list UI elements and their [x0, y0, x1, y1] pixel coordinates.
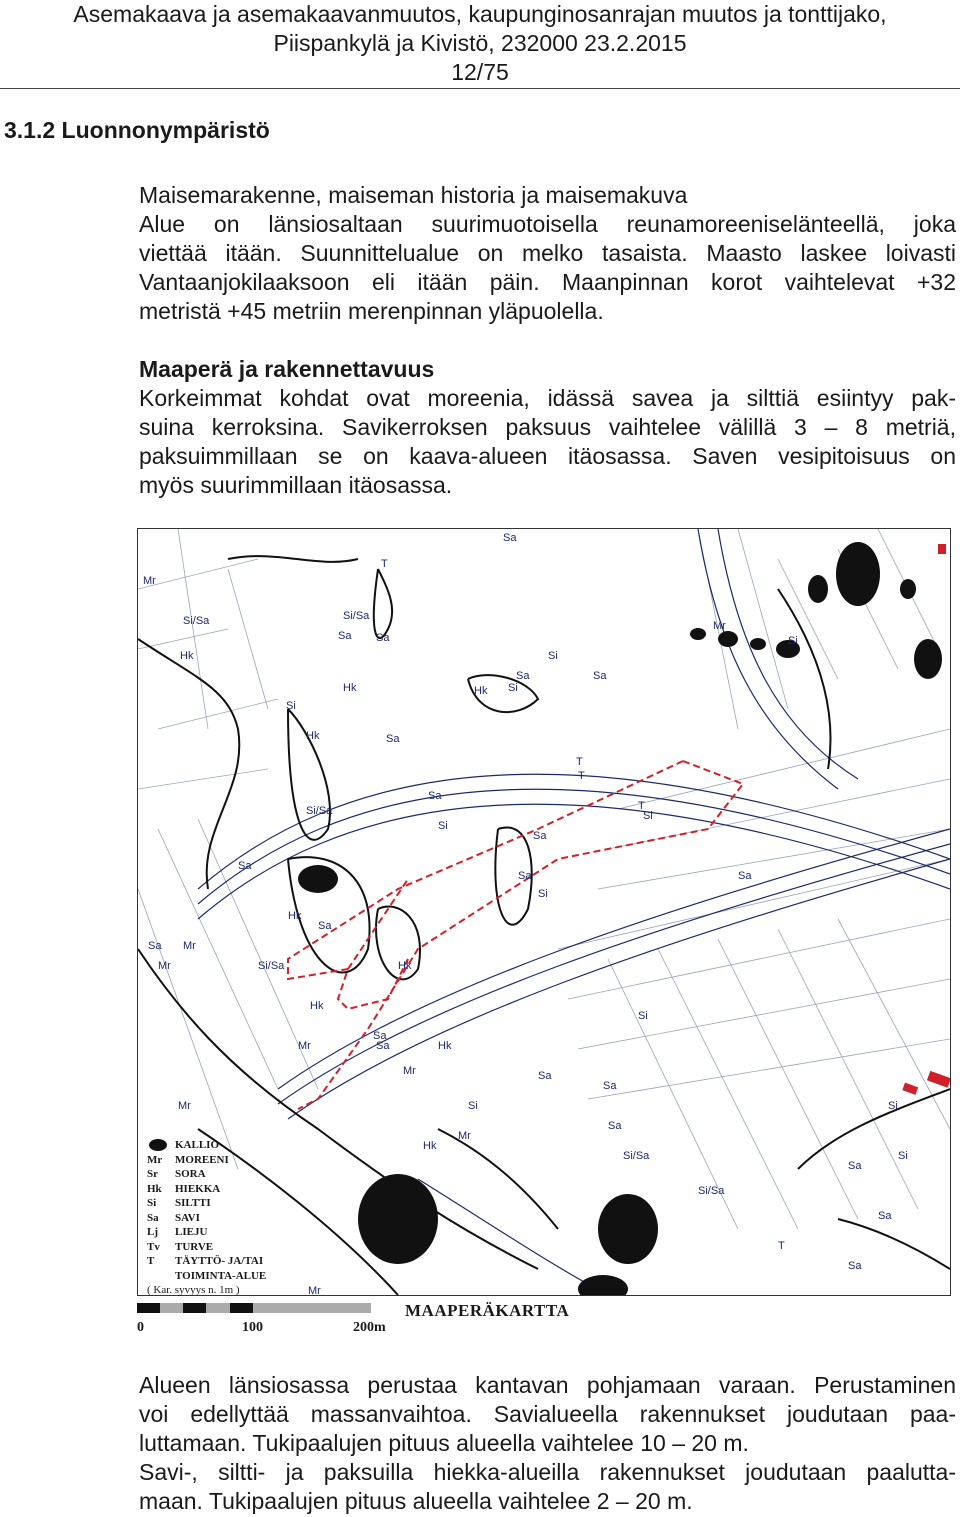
map-soil-label: Mr: [183, 940, 196, 952]
soil-paragraph: [139, 355, 956, 500]
legend-row: [147, 1182, 317, 1197]
map-soil-label: Hk: [438, 1040, 452, 1052]
map-soil-label: Si: [468, 1100, 478, 1112]
bedrock-areas: [298, 542, 942, 1295]
landscape-line: Vantaanjokilaaksoon eli itään päin. Maanpinnan korot vaihtelevat +32: [139, 269, 956, 295]
map-soil-label: Si: [898, 1150, 908, 1162]
soil-map-figure: [137, 528, 951, 1338]
map-soil-label: Si: [638, 1010, 648, 1022]
map-soil-label: Hk: [310, 1000, 324, 1012]
map-legend: [147, 1138, 317, 1298]
legend-abbr: T: [147, 1255, 155, 1267]
legend-abbr: Hk: [147, 1182, 162, 1195]
map-soil-label: Si/Sa: [183, 615, 210, 627]
map-soil-label: Si/Sa: [698, 1185, 725, 1197]
legend-row: [147, 1269, 317, 1284]
map-soil-label: Mr: [143, 575, 156, 587]
map-soil-label: Hk: [343, 682, 357, 694]
legend-row: [147, 1254, 317, 1269]
scale-bar: [137, 1303, 371, 1313]
map-soil-label: Sa: [608, 1120, 622, 1132]
map-soil-label: Sa: [338, 630, 352, 642]
legend-row: [147, 1153, 317, 1168]
header-title: Asemakaava ja asemakaavanmuutos, kaupunginosanrajan muutos ja tonttijako,: [73, 1, 887, 27]
map-soil-label: Sa: [503, 532, 517, 544]
legend-label: TOIMINTA-ALUE: [175, 1269, 267, 1282]
map-soil-label: Sa: [238, 860, 252, 872]
map-soil-label: T: [578, 770, 585, 782]
kallio-swatch: [149, 1139, 167, 1151]
legend-row: [147, 1240, 317, 1255]
legend-abbr: Lj: [147, 1226, 158, 1238]
soil-line: Korkeimmat kohdat ovat moreenia, idässä savea ja silttiä esiintyy pak-: [139, 385, 956, 411]
header-subtitle: Piispankylä ja Kivistö, 232000 23.2.2015: [273, 30, 687, 56]
map-soil-label: Sa: [738, 870, 752, 882]
legend-abbr: Mr: [147, 1153, 163, 1166]
map-soil-label: Sa: [848, 1160, 862, 1172]
legend-row: [147, 1225, 317, 1240]
map-soil-label: Si: [548, 650, 558, 662]
foundation-line: voi edellyttää massanvaihtoa. Savialueella rakennukset joudutaan paa-: [139, 1401, 956, 1427]
header-divider: [0, 88, 960, 89]
landscape-line: Alue on länsiosaltaan suurimuotoisella reunamoreeniselänteellä, joka: [139, 211, 956, 237]
map-soil-label: Si: [286, 700, 296, 712]
map-soil-label: Sa: [428, 790, 442, 802]
soil-line: myös suurimmillaan itäosassa.: [139, 472, 453, 498]
foundation-line: Alueen länsiosassa perustaa kantavan pohjamaan varaan. Perustaminen: [139, 1372, 956, 1398]
legend-label: SORA: [175, 1168, 206, 1180]
legend-abbr: Tv: [147, 1240, 160, 1253]
map-soil-label: Hk: [306, 730, 320, 742]
soil-line: paksuimmillaan se on kaava-alueen itäosassa. Saven vesipitoisuus on: [139, 443, 956, 469]
scale-label-0: 0: [137, 1320, 144, 1335]
map-soil-label: Si/Sa: [623, 1150, 650, 1162]
map-soil-label: T: [576, 756, 583, 768]
map-soil-label: Si/Sa: [306, 805, 333, 817]
map-soil-label: Sa: [386, 733, 400, 745]
legend-label: LIEJU: [175, 1226, 208, 1238]
legend-label: SILTTI: [175, 1197, 211, 1209]
legend-abbr: Si: [147, 1197, 157, 1209]
landscape-line: Maisemarakenne, maiseman historia ja maisemakuva: [139, 182, 688, 208]
map-soil-label: Mr: [308, 1285, 321, 1295]
map-title: MAAPERÄKARTTA: [405, 1301, 570, 1320]
red-markers: [902, 544, 950, 1095]
map-soil-label: Sa: [516, 670, 530, 682]
foundation-line: maan. Tukipaalujen pituus alueella vaihtelee 2 – 20 m.: [139, 1488, 693, 1514]
legend-note: ( Kar. syvyys n. 1m ): [147, 1284, 240, 1296]
map-soil-label: T: [638, 800, 645, 812]
legend-row: [147, 1196, 317, 1211]
map-soil-label: Hk: [288, 910, 302, 922]
map-soil-label: T: [381, 558, 388, 570]
map-soil-label: Sa: [538, 1070, 552, 1082]
legend-row: [147, 1211, 317, 1226]
map-soil-label: Si: [438, 820, 448, 832]
foundation-paragraph: [139, 1371, 956, 1516]
soil-heading: Maaperä ja rakennettavuus: [139, 356, 435, 382]
map-soil-label: Sa: [376, 1040, 390, 1052]
map-soil-label: Si/Sa: [343, 610, 370, 622]
soil-line: suina kerroksina. Savikerroksen paksuus vaihtelee välillä 3 – 8 metriä,: [139, 414, 956, 440]
map-soil-label: Sa: [593, 670, 607, 682]
legend-label: KALLIO: [175, 1139, 220, 1151]
map-soil-label: Si: [508, 682, 518, 694]
landscape-line: viettää itään. Suunnittelualue on melko tasaista. Maasto laskee loivasti: [139, 240, 956, 266]
map-soil-label: T: [778, 1240, 785, 1252]
map-soil-label: Sa: [318, 920, 332, 932]
legend-abbr: Sr: [147, 1168, 158, 1180]
map-soil-label: Si: [643, 810, 653, 822]
map-soil-label: Sa: [376, 632, 390, 644]
map-soil-label: Hk: [474, 685, 488, 697]
map-soil-label: Si: [538, 888, 548, 900]
map-soil-label: Mr: [298, 1040, 311, 1052]
map-soil-label: Mr: [178, 1100, 191, 1112]
map-soil-label: Si: [888, 1100, 898, 1112]
landscape-line: metristä +45 metriin merenpinnan yläpuolella.: [139, 298, 604, 324]
map-soil-label: Mr: [403, 1065, 416, 1077]
scale-label-100: 100: [242, 1320, 263, 1335]
section-title: 3.1.2 Luonnonympäristö: [4, 117, 270, 143]
map-soil-label: Mr: [713, 620, 726, 632]
page-number: 12/75: [451, 59, 509, 85]
map-soil-label: Si: [788, 635, 798, 647]
foundation-line: Savi-, siltti- ja paksuilla hiekka-alueilla rakennukset joudutaan paalutta-: [139, 1459, 956, 1485]
map-soil-label: Sa: [148, 940, 162, 952]
map-soil-label: Sa: [878, 1210, 892, 1222]
map-soil-label: Hk: [423, 1140, 437, 1152]
map-soil-label: Sa: [603, 1080, 617, 1092]
scale-label-200: 200m: [353, 1320, 386, 1335]
map-soil-label: Mr: [158, 960, 171, 972]
foundation-line: luttamaan. Tukipaalujen pituus alueella vaihtelee 10 – 20 m.: [139, 1430, 749, 1456]
map-soil-label: Hk: [180, 650, 194, 662]
map-soil-label: Mr: [458, 1130, 471, 1142]
map-soil-label: Si/Sa: [258, 960, 285, 972]
legend-label: SAVI: [175, 1211, 200, 1224]
legend-row: [147, 1167, 317, 1182]
legend-label: TURVE: [175, 1240, 214, 1253]
legend-abbr: Sa: [147, 1211, 159, 1224]
landscape-paragraph: [139, 181, 956, 326]
map-soil-label: Sa: [848, 1260, 862, 1272]
plan-area-boundary: [288, 761, 743, 1109]
legend-label: TÄYTTÖ- JA/TAI: [175, 1255, 264, 1267]
legend-label: HIEKKA: [175, 1182, 221, 1195]
legend-row: [147, 1138, 317, 1153]
page-header: [0, 0, 960, 87]
legend-label: MOREENI: [175, 1153, 229, 1166]
map-soil-label: Sa: [533, 830, 547, 842]
map-soil-label: Sa: [518, 870, 532, 882]
map-soil-label: Sa: [373, 1030, 387, 1042]
map-soil-label: Hk: [398, 960, 412, 972]
